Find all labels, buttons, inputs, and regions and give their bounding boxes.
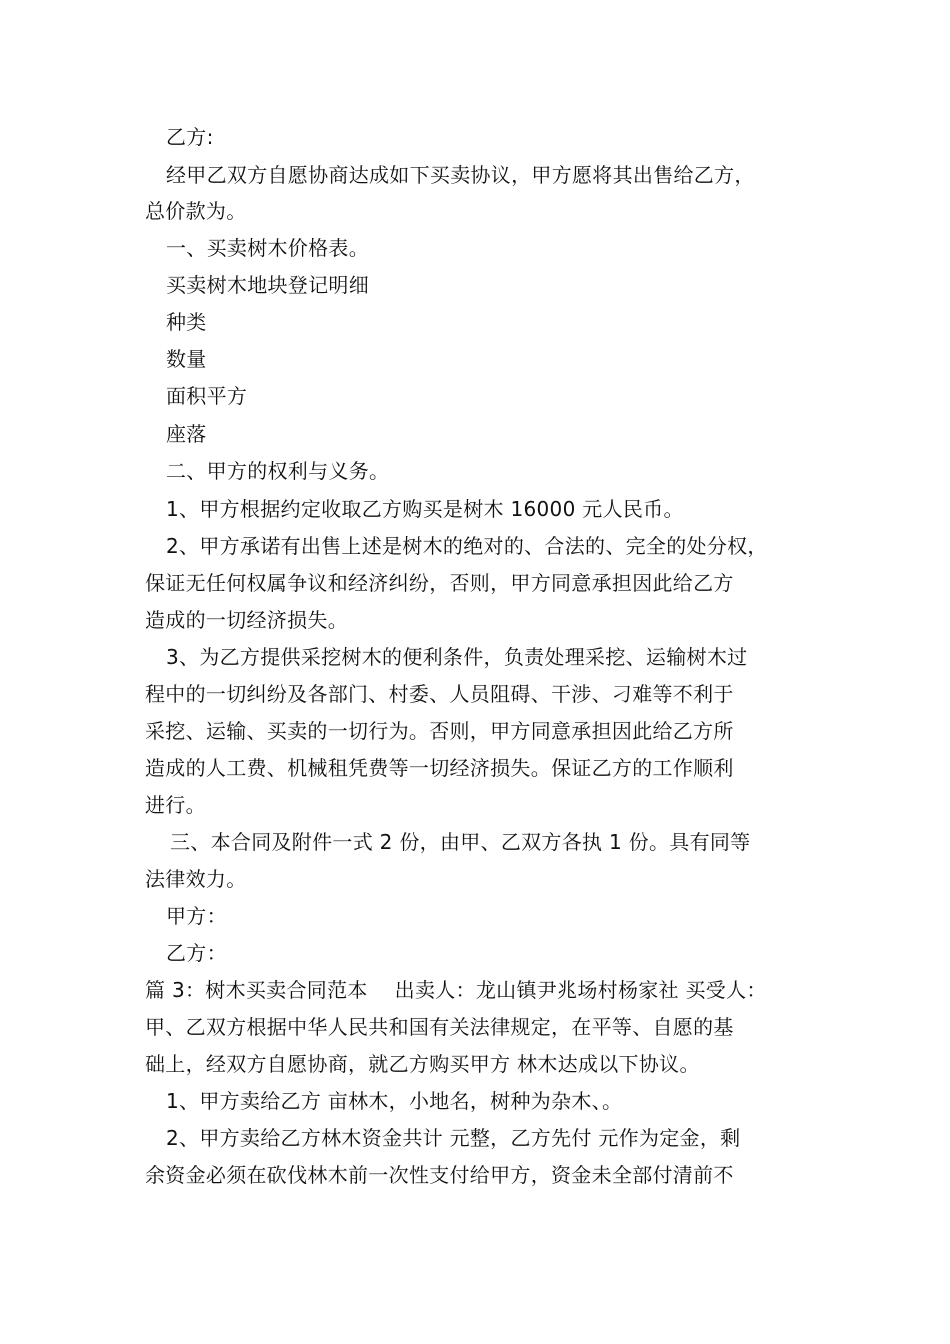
signature-line: 乙方： xyxy=(166,941,227,965)
text-line: 1、甲方卖给乙方 亩林木，小地名，树种为杂木、。 xyxy=(166,1089,623,1113)
signature-line: 甲方： xyxy=(166,904,227,928)
text-line: 2、甲方承诺有出售上述是树木的绝对的、合法的、完全的处分权， xyxy=(166,534,768,558)
text-line: 座落 xyxy=(166,422,207,446)
section-heading: 二、甲方的权利与义务。 xyxy=(166,459,390,483)
text-line: 种类 xyxy=(166,310,207,334)
section-heading: 一、买卖树木价格表。 xyxy=(166,236,369,260)
text-line: 础上，经双方自愿协商，就乙方购买甲方 林木达成以下协议。 xyxy=(145,1052,700,1076)
text-line: 2、甲方卖给乙方林木资金共计 元整，乙方先付 元作为定金，剩 xyxy=(166,1126,741,1150)
text-line: 3、为乙方提供采挖树木的便利条件，负责处理采挖、运输树木过 xyxy=(166,645,748,669)
section-heading: 三、本合同及附件一式 2 份，由甲、乙双方各执 1 份。具有同等 xyxy=(170,830,751,854)
text-line: 余资金必须在砍伐林木前一次性支付给甲方，资金未全部付清前不 xyxy=(145,1163,734,1187)
text-line: 程中的一切纠纷及各部门、村委、人员阻碍、干涉、刁难等不利于 xyxy=(145,682,734,706)
text-line: 数量 xyxy=(166,347,207,371)
text-line: 法律效力。 xyxy=(145,867,247,891)
text-line: 面积平方 xyxy=(166,384,248,408)
text-line: 保证无任何权属争议和经济纠纷，否则，甲方同意承担因此给乙方 xyxy=(145,571,734,595)
text-line: 造成的一切经济损失。 xyxy=(145,608,348,632)
text-line: 乙方: xyxy=(166,125,214,149)
text-line: 买卖树木地块登记明细 xyxy=(166,273,369,297)
section-heading: 篇 3：树木买卖合同范本 出卖人：龙山镇尹兆场村杨家社 买受人： xyxy=(145,978,767,1002)
text-line: 甲、乙双方根据中华人民共和国有关法律规定，在平等、自愿的基 xyxy=(145,1015,734,1039)
text-line: 1、甲方根据约定收取乙方购买是树木 16000 元人民币。 xyxy=(166,497,684,521)
text-line: 采挖、运输、买卖的一切行为。否则，甲方同意承担因此给乙方所 xyxy=(145,719,734,743)
text-line: 进行。 xyxy=(145,793,206,817)
text-line: 经甲乙双方自愿协商达成如下买卖协议，甲方愿将其出售给乙方， xyxy=(166,163,755,187)
text-line: 造成的人工费、机械租凭费等一切经济损失。保证乙方的工作顺利 xyxy=(145,756,734,780)
text-line: 总价款为。 xyxy=(145,199,247,223)
